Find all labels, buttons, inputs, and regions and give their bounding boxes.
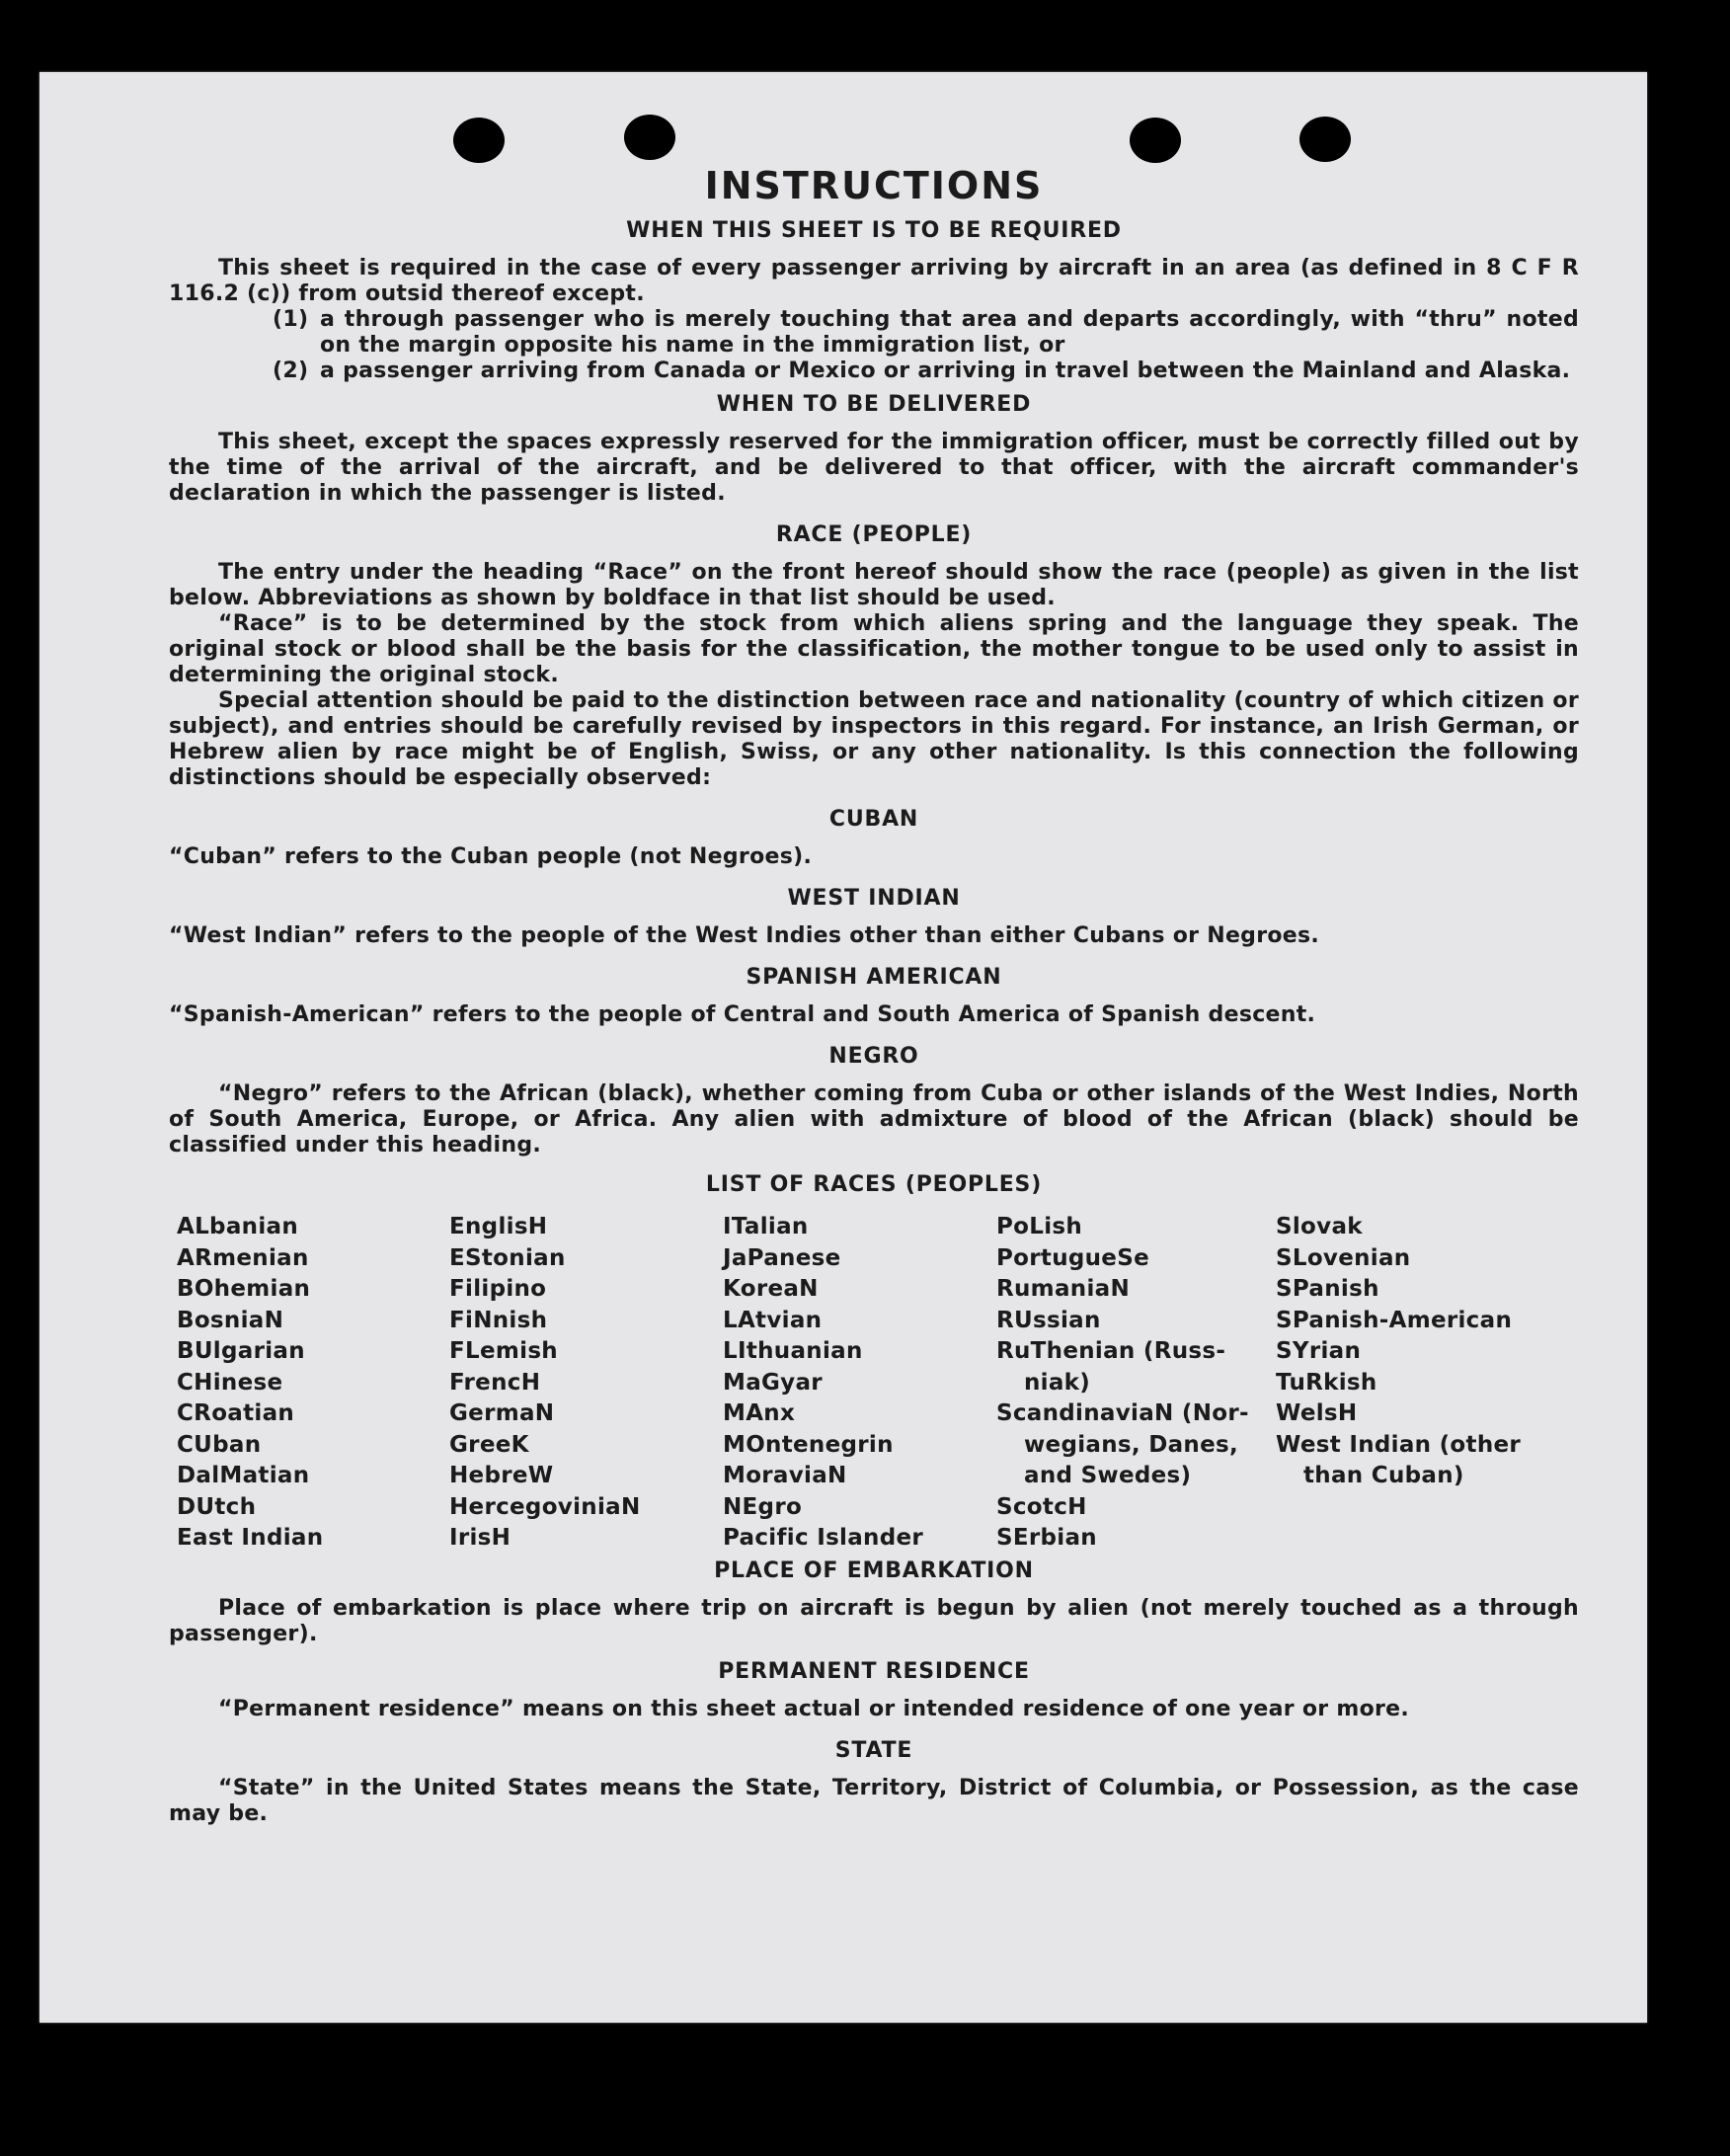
race-entry: Pacific Islander <box>723 1525 924 1551</box>
section-heading-when-delivered: WHEN TO BE DELIVERED <box>716 392 1032 417</box>
exception-item <box>169 359 1579 384</box>
race-entry: CHinese <box>177 1369 283 1396</box>
race-entry: FrencH <box>449 1369 541 1396</box>
race-entry: EStonian <box>449 1244 566 1271</box>
race-entry: Slovak <box>1276 1214 1363 1239</box>
race-entry: ARmenian <box>177 1244 309 1271</box>
race-entry: MAnx <box>723 1400 796 1426</box>
race-entry: MaGyar <box>723 1369 823 1396</box>
race-entry: DalMatian <box>177 1463 310 1488</box>
section-heading-list-of-races: LIST OF RACES (PEOPLES) <box>705 1172 1043 1197</box>
west-indian-text: “West Indian” refers to the people of the West Indies other than either Cubans or Negroes. <box>169 923 1320 948</box>
race-entry: MOntenegrin <box>723 1431 894 1458</box>
document-sheet <box>39 72 1647 2023</box>
race-paragraph: Special attention should be paid to the distinction between race and nationality (country of which citizen or subject), and entries should be carefully revised by inspectors in this regard. For instance, an Irish German, or Hebrew alien by race might be of English, Swiss, or any other nationality. Is this connection the following distinctions should be especially observed: <box>169 688 1579 790</box>
section-heading-when-required: WHEN THIS SHEET IS TO BE REQUIRED <box>626 218 1122 243</box>
negro-text: “Negro” refers to the African (black), whether coming from Cuba or other islands of the West Indies, North of South America, Europe, or Africa. Any alien with admixture of blood of the African (black) should be classified under this heading. <box>169 1081 1579 1158</box>
race-entry: CUban <box>177 1431 262 1458</box>
race-entry: HebreW <box>449 1463 554 1488</box>
race-entry: WelsH <box>1276 1400 1358 1426</box>
section-heading-race: RACE (PEOPLE) <box>775 522 973 547</box>
when-delivered-text: This sheet, except the spaces expressly reserved for the immigration officer, must be correctly filled out by the time of the arrival of the aircraft, and be delivered to that officer, with the aircraft commander's declaration in which the passenger is listed. <box>169 430 1579 506</box>
race-entry: LIthuanian <box>723 1338 863 1364</box>
exception-text: a through passenger who is merely touching that area and departs accordingly, with “thru” noted on the margin opposite his name in the immigration list, or <box>320 307 1579 358</box>
section-heading-cuban: CUBAN <box>828 807 919 832</box>
races-list <box>177 1212 1579 1555</box>
race-entry: BOhemian <box>177 1276 311 1302</box>
race-entry-continuation: niak) <box>1024 1369 1091 1396</box>
race-entry: FiNnish <box>449 1307 548 1333</box>
race-entry: SErbian <box>996 1525 1097 1551</box>
races-column <box>1276 1212 1572 1555</box>
exception-number: (1) <box>273 307 309 332</box>
race-entry: West Indian (other <box>1276 1431 1522 1458</box>
instructions-content <box>169 163 1579 1827</box>
race-entry: TuRkish <box>1276 1369 1377 1396</box>
section-heading-embarkation: PLACE OF EMBARKATION <box>714 1557 1034 1583</box>
race-entry: PoLish <box>996 1214 1083 1239</box>
race-paragraph: The entry under the heading “Race” on the front hereof should show the race (people) as given in the list below. Abbreviations as shown by boldface in that list should be used. <box>169 560 1579 610</box>
section-heading-west-indian: WEST INDIAN <box>787 886 961 911</box>
race-entry: IrisH <box>449 1525 511 1551</box>
race-entry: HercegoviniaN <box>449 1493 641 1520</box>
races-column <box>996 1212 1276 1555</box>
race-entry: ALbanian <box>177 1214 298 1239</box>
race-entry: LAtvian <box>723 1307 823 1333</box>
punch-hole <box>624 115 675 160</box>
punch-hole <box>1130 118 1181 163</box>
race-entry: East Indian <box>177 1525 324 1551</box>
race-entry: RUssian <box>996 1307 1101 1333</box>
race-entry-continuation: and Swedes) <box>1024 1463 1192 1488</box>
embarkation-text: Place of embarkation is place where trip on aircraft is begun by alien (not merely touched as a through passenger). <box>169 1595 1579 1646</box>
race-entry: PortugueSe <box>996 1244 1149 1271</box>
state-text: “State” in the United States means the State, Territory, District of Columbia, or Possession, as the case may be. <box>169 1775 1579 1826</box>
races-column <box>177 1212 449 1555</box>
spanish-american-text: “Spanish-American” refers to the people of Central and South America of Spanish descent. <box>169 1002 1316 1027</box>
race-entry-continuation: than Cuban) <box>1303 1463 1464 1488</box>
exception-text: a passenger arriving from Canada or Mexico or arriving in travel between the Mainland and Alaska. <box>320 359 1571 383</box>
section-heading-negro: NEGRO <box>828 1044 919 1069</box>
race-entry: SPanish-American <box>1276 1307 1513 1333</box>
race-entry: RumaniaN <box>996 1276 1130 1302</box>
race-entry: SLovenian <box>1276 1244 1411 1271</box>
races-column <box>723 1212 996 1555</box>
race-entry: DUtch <box>177 1493 257 1520</box>
race-entry: BosniaN <box>177 1307 284 1333</box>
exception-number: (2) <box>273 359 309 383</box>
race-entry: ITalian <box>723 1214 809 1239</box>
race-entry: SPanish <box>1276 1276 1379 1302</box>
race-entry: CRoatian <box>177 1400 295 1426</box>
race-entry: ScotcH <box>996 1493 1087 1520</box>
race-entry: ScandinaviaN (Nor- <box>996 1400 1249 1426</box>
race-paragraph: “Race” is to be determined by the stock from which aliens spring and the language they speak. The original stock or blood shall be the basis for the classification, the mother tongue to be used only to assist in determining the original stock. <box>169 611 1579 687</box>
race-entry: GreeK <box>449 1431 529 1458</box>
race-entry: SYrian <box>1276 1338 1362 1364</box>
punch-hole <box>453 118 505 163</box>
page-title: INSTRUCTIONS <box>704 164 1044 207</box>
race-entry: JaPanese <box>723 1244 841 1271</box>
race-entry: Filipino <box>449 1276 547 1302</box>
races-column <box>449 1212 723 1555</box>
exception-item <box>169 307 1579 359</box>
race-entry: NEgro <box>723 1493 803 1520</box>
race-entry: GermaN <box>449 1400 555 1426</box>
race-entry: KoreaN <box>723 1276 819 1302</box>
section-heading-permanent-residence: PERMANENT RESIDENCE <box>718 1658 1030 1684</box>
cuban-text: “Cuban” refers to the Cuban people (not Negroes). <box>169 844 813 869</box>
race-entry: BUlgarian <box>177 1338 305 1364</box>
punch-hole <box>1299 117 1351 162</box>
race-entry: RuThenian (Russ- <box>996 1338 1226 1364</box>
race-entry: FLemish <box>449 1338 558 1364</box>
race-entry: EnglisH <box>449 1214 548 1239</box>
section-heading-state: STATE <box>834 1737 913 1763</box>
permanent-residence-text: “Permanent residence” means on this sheet actual or intended residence of one year or more. <box>218 1696 1410 1721</box>
race-entry: MoraviaN <box>723 1463 847 1488</box>
section-heading-spanish-american: SPANISH AMERICAN <box>746 965 1002 990</box>
when-required-intro: This sheet is required in the case of every passenger arriving by aircraft in an area (as defined in 8 C F R 116.2 (c)) from outsid thereof except. <box>169 256 1579 306</box>
race-entry-continuation: wegians, Danes, <box>1024 1431 1239 1458</box>
